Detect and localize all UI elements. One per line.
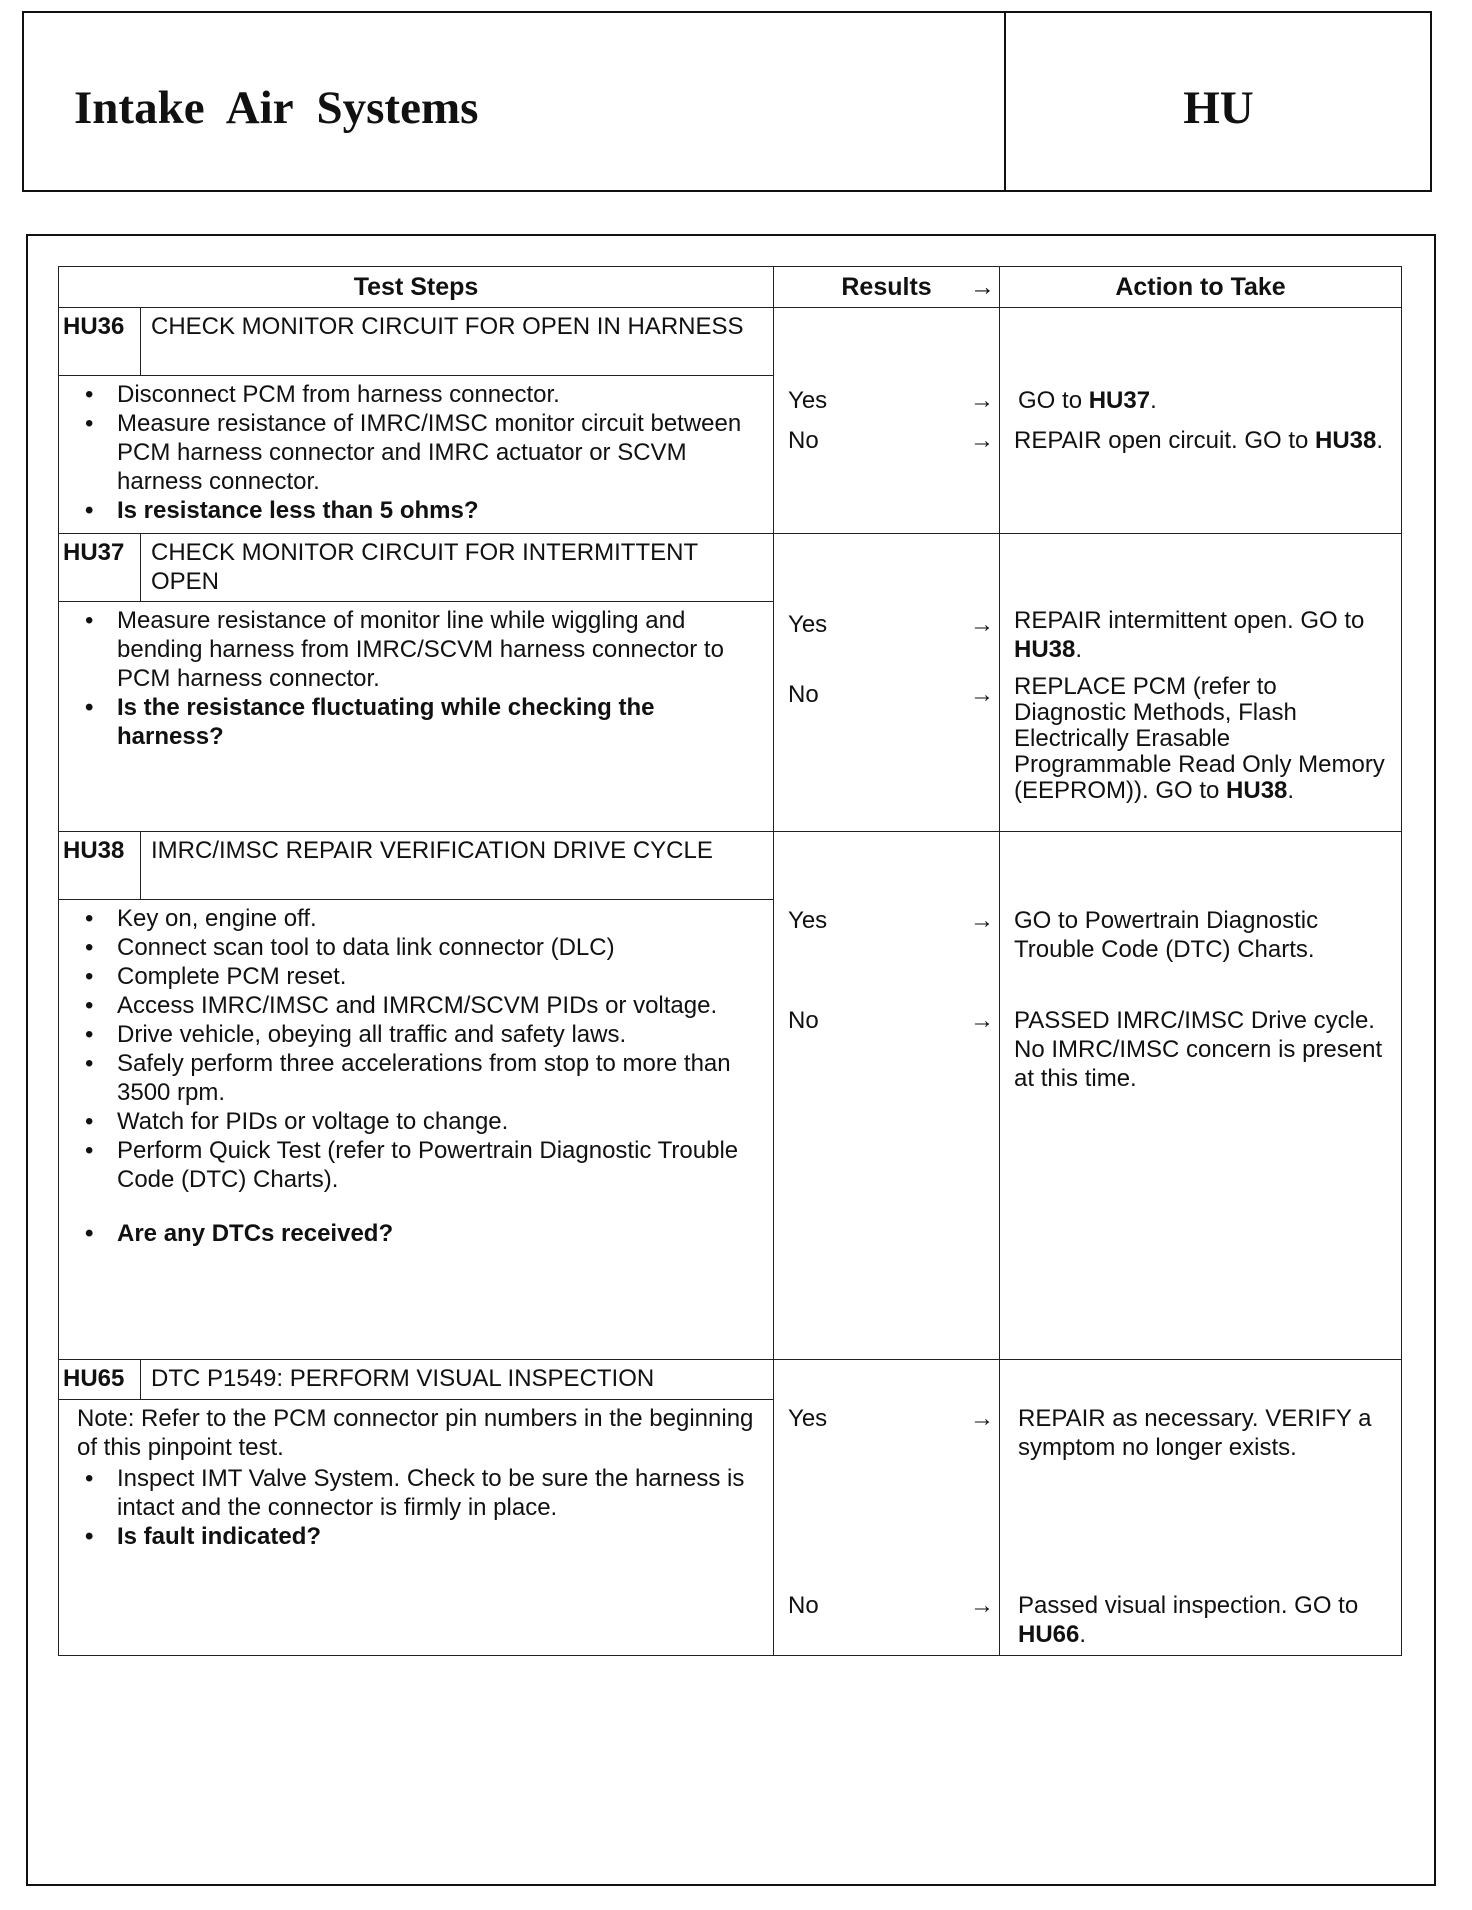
pinpoint-test-table	[58, 266, 1402, 1656]
step-body	[59, 376, 774, 534]
list-item: • Inspect IMT Valve System. Check to be sure the harness is intact and the connector is firmly in place.	[77, 1464, 763, 1522]
arrow-icon: →	[970, 427, 995, 454]
step-title-row	[59, 1360, 1402, 1400]
action-yes: GO to HU37.	[1018, 387, 1157, 414]
step-id: HU38	[59, 832, 141, 900]
action-yes: GO to Powertrain Diagnostic Trouble Code (DTC) Charts.	[1014, 907, 1319, 963]
list-item: • Watch for PIDs or voltage to change.	[77, 1107, 763, 1136]
section-title: Intake Air Systems	[74, 82, 479, 134]
step-body	[59, 900, 774, 1360]
step-title: DTC P1549: PERFORM VISUAL INSPECTION	[141, 1360, 774, 1400]
list-item: • Access IMRC/IMSC and IMRCM/SCVM PIDs or voltage.	[77, 991, 763, 1020]
step-question: • Are any DTCs received?	[77, 1219, 763, 1248]
list-item: • Connect scan tool to data link connector (DLC)	[77, 933, 763, 962]
result-no: No →	[788, 681, 995, 708]
result-no: No →	[788, 427, 995, 454]
section-code: HU	[1183, 82, 1254, 134]
step-title-row	[59, 832, 1402, 900]
list-item: • Perform Quick Test (refer to Powertrain Diagnostic Trouble Code (DTC) Charts).	[77, 1136, 763, 1194]
action-yes: REPAIR intermittent open. GO to HU38.	[1014, 607, 1365, 663]
result-yes: Yes →	[788, 1405, 995, 1432]
arrow-icon: →	[970, 387, 995, 414]
list-item: • Drive vehicle, obeying all traffic and safety laws.	[77, 1020, 763, 1049]
step-question: • Is the resistance fluctuating while checking the harness?	[77, 693, 763, 751]
action-no: Passed visual inspection. GO to HU66.	[1018, 1592, 1359, 1648]
step-body	[59, 602, 774, 832]
result-yes: Yes →	[788, 611, 995, 638]
step-title: CHECK MONITOR CIRCUIT FOR OPEN IN HARNESS	[141, 308, 774, 376]
result-no: No →	[788, 1007, 995, 1034]
action-cell	[1000, 308, 1402, 534]
action-cell	[1000, 832, 1402, 1360]
action-cell	[1000, 534, 1402, 832]
arrow-icon: →	[970, 907, 995, 934]
arrow-icon: →	[970, 1405, 995, 1432]
result-no: No →	[788, 1592, 995, 1619]
arrow-icon: →	[970, 273, 996, 301]
list-item: • Disconnect PCM from harness connector.	[77, 380, 763, 409]
results-cell	[774, 1360, 1000, 1656]
header-test-steps: Test Steps	[59, 267, 774, 308]
table-header-row	[59, 267, 1402, 308]
header-results-label: Results	[841, 272, 932, 301]
step-note: Note: Refer to the PCM connector pin numbers in the beginning of this pinpoint test.	[77, 1405, 754, 1461]
action-no: REPAIR open circuit. GO to HU38.	[1014, 427, 1384, 454]
step-title: IMRC/IMSC REPAIR VERIFICATION DRIVE CYCLE	[141, 832, 774, 900]
page-header	[22, 11, 1432, 192]
step-question: • Is resistance less than 5 ohms?	[77, 496, 763, 525]
results-cell	[774, 534, 1000, 832]
list-item: • Measure resistance of monitor line while wiggling and bending harness from IMRC/SCVM harness connector to PCM harness connector.	[77, 606, 763, 693]
arrow-icon: →	[970, 681, 995, 708]
results-cell	[774, 308, 1000, 534]
step-title-row	[59, 308, 1402, 376]
step-id: HU36	[59, 308, 141, 376]
arrow-icon: →	[970, 611, 995, 638]
list-item: • Complete PCM reset.	[77, 962, 763, 991]
arrow-icon: →	[970, 1592, 995, 1619]
result-yes: Yes →	[788, 387, 995, 414]
step-title: CHECK MONITOR CIRCUIT FOR INTERMITTENT OPEN	[141, 534, 774, 602]
header-results	[774, 267, 1000, 308]
step-title-row	[59, 534, 1402, 602]
list-item: • Safely perform three accelerations from stop to more than 3500 rpm.	[77, 1049, 763, 1107]
step-body	[59, 1400, 774, 1656]
action-yes: REPAIR as necessary. VERIFY a symptom no longer exists.	[1018, 1405, 1372, 1461]
results-cell	[774, 832, 1000, 1360]
action-cell	[1000, 1360, 1402, 1656]
header-action: Action to Take	[1000, 267, 1402, 308]
step-id: HU65	[59, 1360, 141, 1400]
step-id: HU37	[59, 534, 141, 602]
result-yes: Yes →	[788, 907, 995, 934]
list-item: • Key on, engine off.	[77, 904, 763, 933]
action-no: REPLACE PCM (refer to Diagnostic Methods, Flash Electrically Erasable Programmable Read Only Memory (EEPROM)). GO to HU38.	[1014, 673, 1385, 804]
arrow-icon: →	[970, 1007, 995, 1034]
action-no: PASSED IMRC/IMSC Drive cycle. No IMRC/IMSC concern is present at this time.	[1014, 1007, 1383, 1092]
list-item: • Measure resistance of IMRC/IMSC monitor circuit between PCM harness connector and IMRC actuator or SCVM harness connector.	[77, 409, 763, 496]
step-question: • Is fault indicated?	[77, 1522, 763, 1551]
